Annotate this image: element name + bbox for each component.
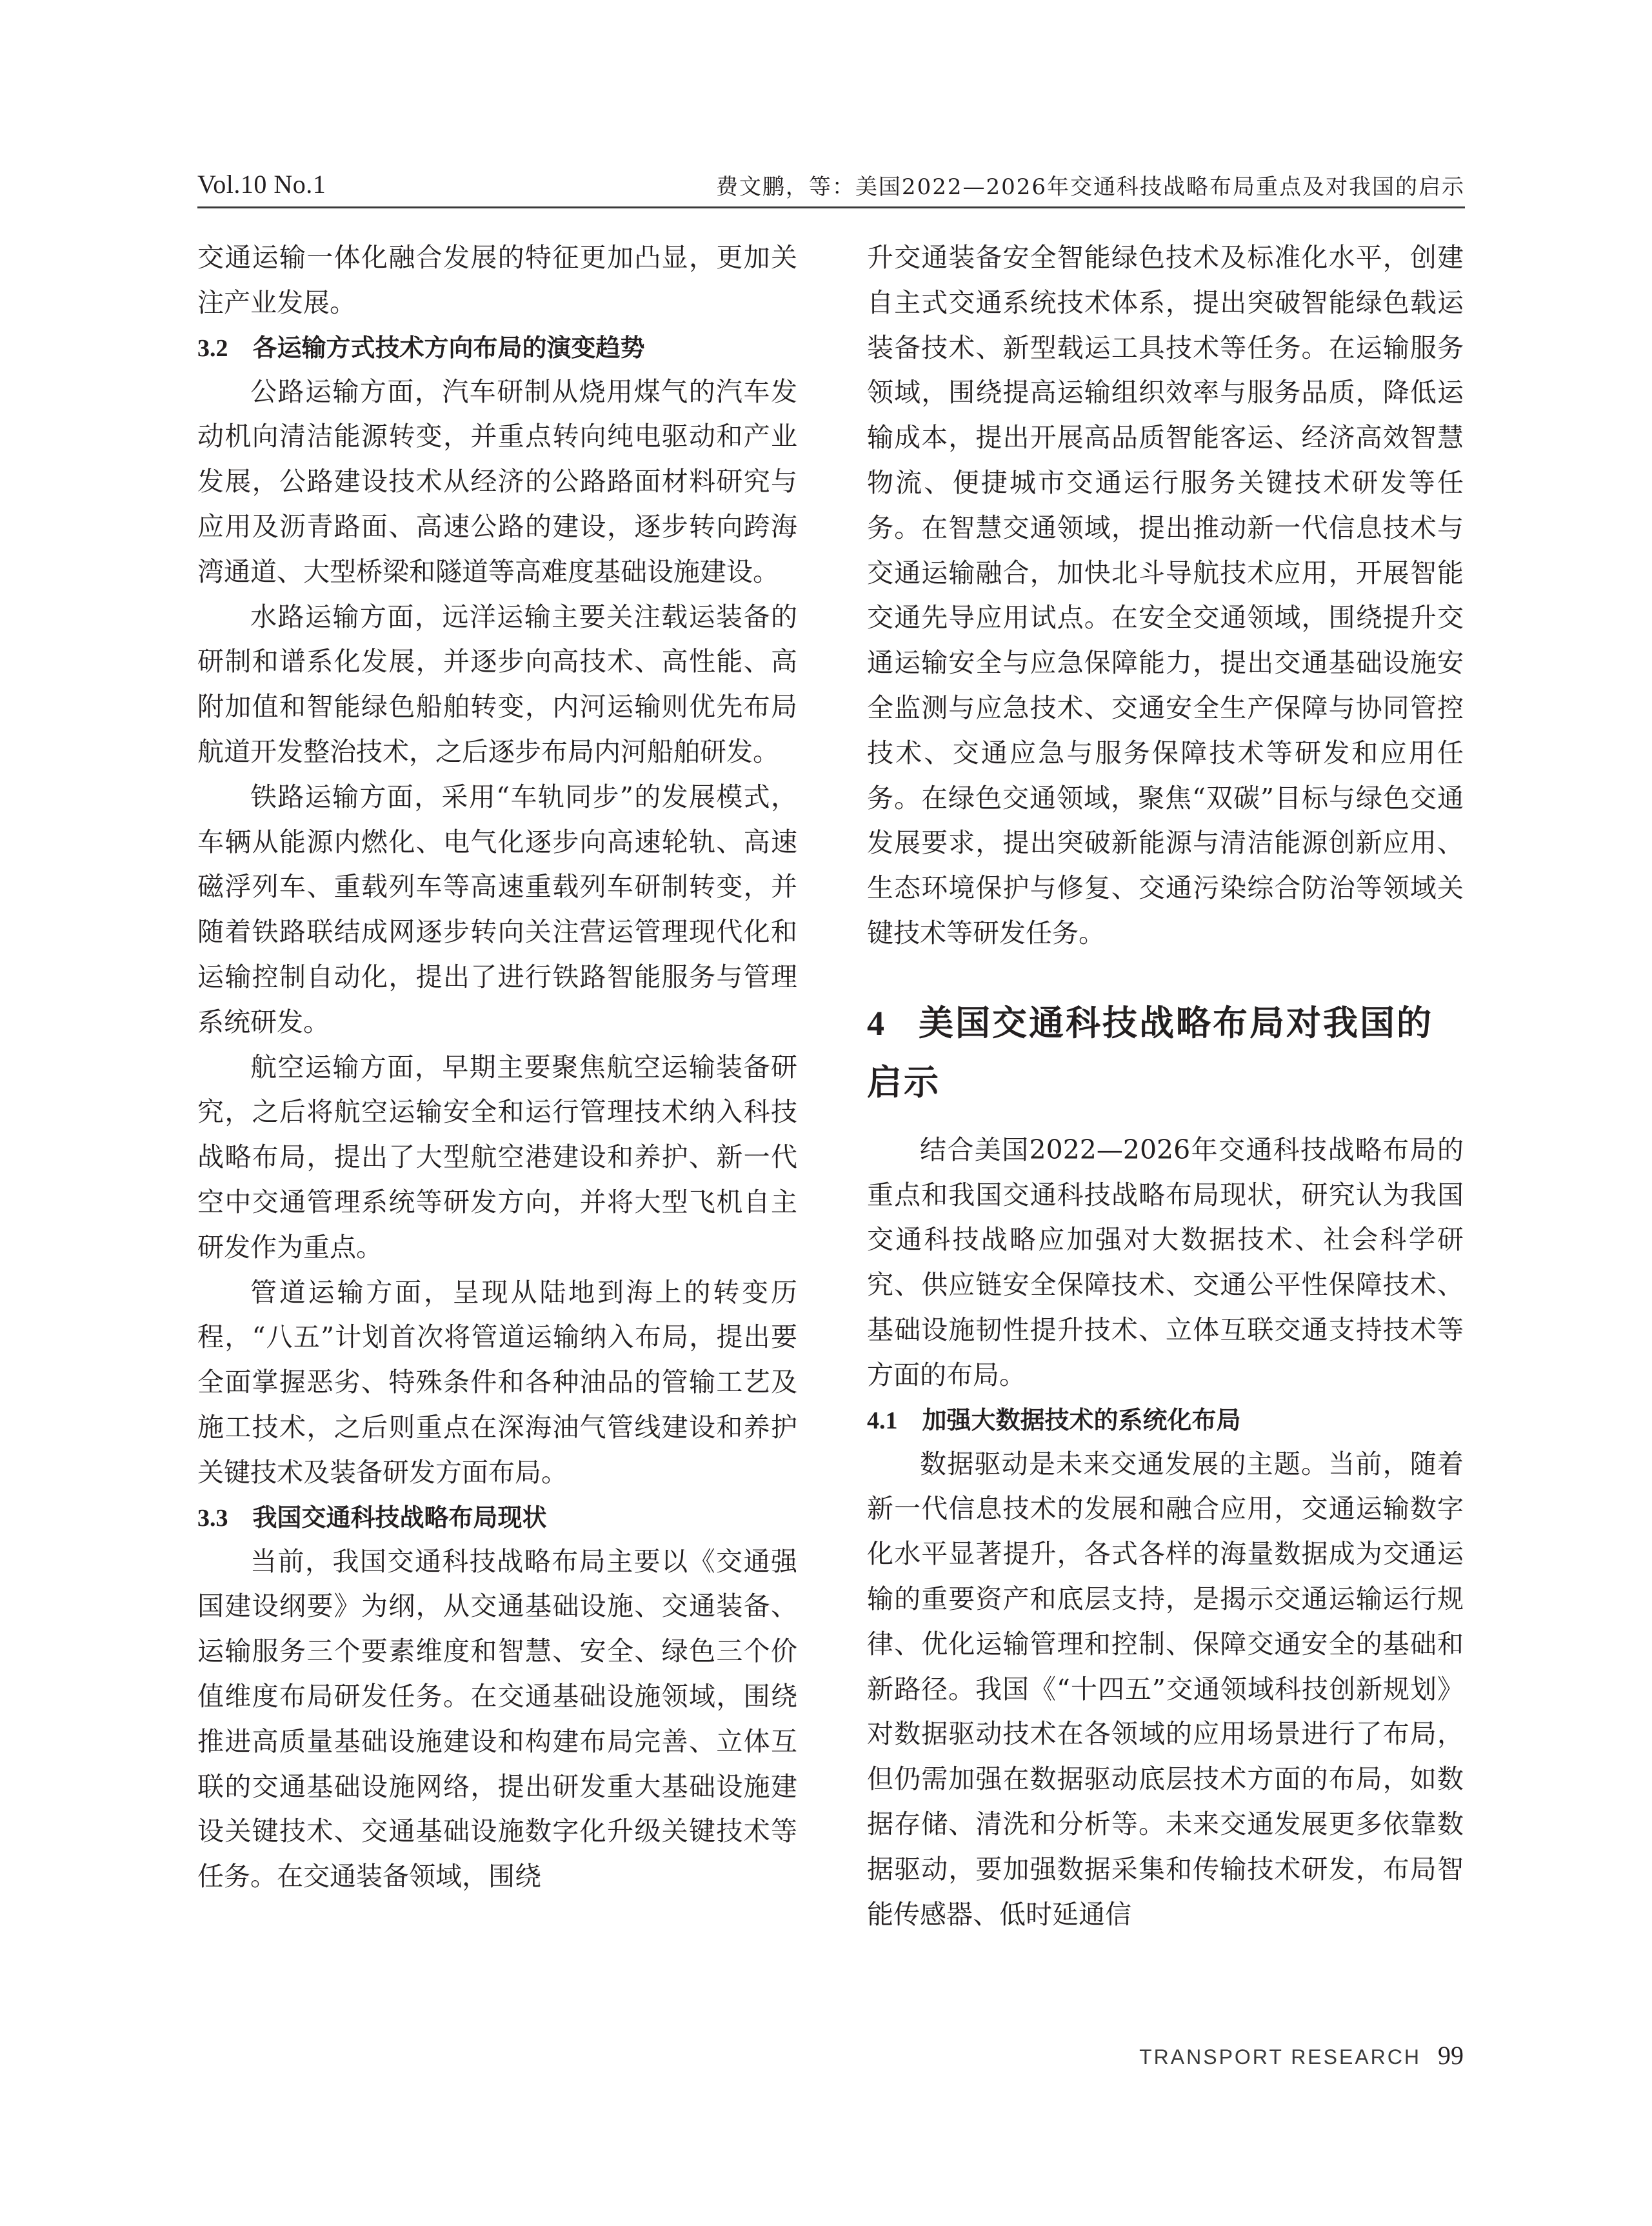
- subsection-title: 我国交通科技战略布局现状: [252, 1503, 547, 1532]
- volume-label: Vol.10 No.1: [197, 170, 326, 199]
- paragraph: 管道运输方面，呈现从陆地到海上的转变历程，“八五”计划首次将管道运输纳入布局，提出要全面掌握恶劣、特殊条件和各种油品的管输工艺及施工技术，之后则重点在深海油气管线建设和养护关键技术及装备研发方面布局。: [197, 1276, 797, 1488]
- section-title: 美国交通科技战略布局对我国的启示: [867, 1002, 1433, 1103]
- running-title: 费文鹏，等：美国2022—2026年交通科技战略布局重点及对我国的启示: [715, 174, 1465, 200]
- paragraph: 结合美国2022—2026年交通科技战略布局的重点和我国交通科技战略布局现状，研究认为我国交通科技战略应加强对大数据技术、社会科学研究、供应链安全保障技术、交通公平性保障技术、基础设施韧性提升技术、立体互联交通支持技术等方面的布局。: [867, 1134, 1464, 1390]
- subsection-title: 各运输方式技术方向布局的演变趋势: [252, 333, 645, 362]
- subsection-heading-4-1: [867, 1398, 1464, 1442]
- paragraph: 水路运输方面，远洋运输主要关注载运装备的研制和谱系化发展，并逐步向高技术、高性能、高附加值和智能绿色船舶转变，内河运输则优先布局航道开发整治技术，之后逐步布局内河船舶研发。: [197, 601, 797, 767]
- journal-name: TRANSPORT RESEARCH: [1139, 2045, 1421, 2069]
- paragraph: 当前，我国交通科技战略布局主要以《交通强国建设纲要》为纲，从交通基础设施、交通装备、运输服务三个要素维度和智慧、安全、绿色三个价值维度布局研发任务。在交通基础设施领域，围绕推进高质量基础设施建设和构建布局完善、立体互联的交通基础设施网络，提出研发重大基础设施建设关键技术、交通基础设施数字化升级关键技术等任务。在交通装备领域，围绕: [197, 1545, 797, 1892]
- subsection-heading-3-3: [197, 1496, 797, 1539]
- page-footer: [1139, 2040, 1464, 2071]
- paragraph: 航空运输方面，早期主要聚焦航空运输装备研究，之后将航空运输安全和运行管理技术纳入科技战略布局，提出了大型航空港建设和养护、新一代空中交通管理系统等研发方向，并将大型飞机自主研发作为重点。: [197, 1051, 797, 1263]
- paragraph: 铁路运输方面，采用“车轨同步”的发展模式，车辆从能源内燃化、电气化逐步向高速轮轨、高速磁浮列车、重载列车等高速重载列车研制转变，并随着铁路联结成网逐步转向关注营运管理现代化和运输控制自动化，提出了进行铁路智能服务与管理系统研发。: [197, 781, 797, 1038]
- paragraph: 交通运输一体化融合发展的特征更加凸显，更加关注产业发展。: [197, 242, 797, 318]
- section-number: 4: [867, 1003, 886, 1043]
- subsection-title: 加强大数据技术的系统化布局: [922, 1405, 1241, 1434]
- page-number: 99: [1438, 2041, 1464, 2070]
- paragraph: 公路运输方面，汽车研制从烧用煤气的汽车发动机向清洁能源转变，并重点转向纯电驱动和产业发展，公路建设技术从经济的公路路面材料研究与应用及沥青路面、高速公路的建设，逐步转向跨海湾通道、大型桥梁和隧道等高难度基础设施建设。: [197, 376, 797, 587]
- paragraph: 数据驱动是未来交通发展的主题。当前，随着新一代信息技术的发展和融合应用，交通运输数字化水平显著提升，各式各样的海量数据成为交通运输的重要资产和底层支持，是揭示交通运输运行规律、优化运输管理和控制、保障交通安全的基础和新路径。我国《“十四五”交通领域科技创新规划》对数据驱动技术在各领域的应用场景进行了布局，但仍需加强在数据驱动底层技术方面的布局，如数据存储、清洗和分析等。未来交通发展更多依靠数据驱动，要加强数据采集和传输技术研发，布局智能传感器、低时延通信: [867, 1448, 1464, 1930]
- subsection-number: 3.3: [197, 1504, 228, 1532]
- right-column: [867, 236, 1464, 1937]
- subsection-heading-3-2: [197, 326, 797, 370]
- left-column: [197, 236, 797, 1900]
- subsection-number: 3.2: [197, 334, 228, 362]
- subsection-number: 4.1: [867, 1407, 898, 1434]
- section-heading-4: [867, 994, 1464, 1112]
- paragraph: 升交通装备安全智能绿色技术及标准化水平，创建自主式交通系统技术体系，提出突破智能绿色载运装备技术、新型载运工具技术等任务。在运输服务领域，围绕提高运输组织效率与服务品质，降低运输成本，提出开展高品质智能客运、经济高效智慧物流、便捷城市交通运行服务关键技术研发等任务。在智慧交通领域，提出推动新一代信息技术与交通运输融合，加快北斗导航技术应用，开展智能交通先导应用试点。在安全交通领域，围绕提升交通运输安全与应急保障能力，提出交通基础设施安全监测与应急技术、交通安全生产保障与协同管控技术、交通应急与服务保障技术等研发和应用任务。在绿色交通领域，聚焦“双碳”目标与绿色交通发展要求，提出突破新能源与清洁能源创新应用、生态环境保护与修复、交通污染综合防治等领域关键技术等研发任务。: [867, 242, 1464, 948]
- running-header: [197, 166, 1465, 208]
